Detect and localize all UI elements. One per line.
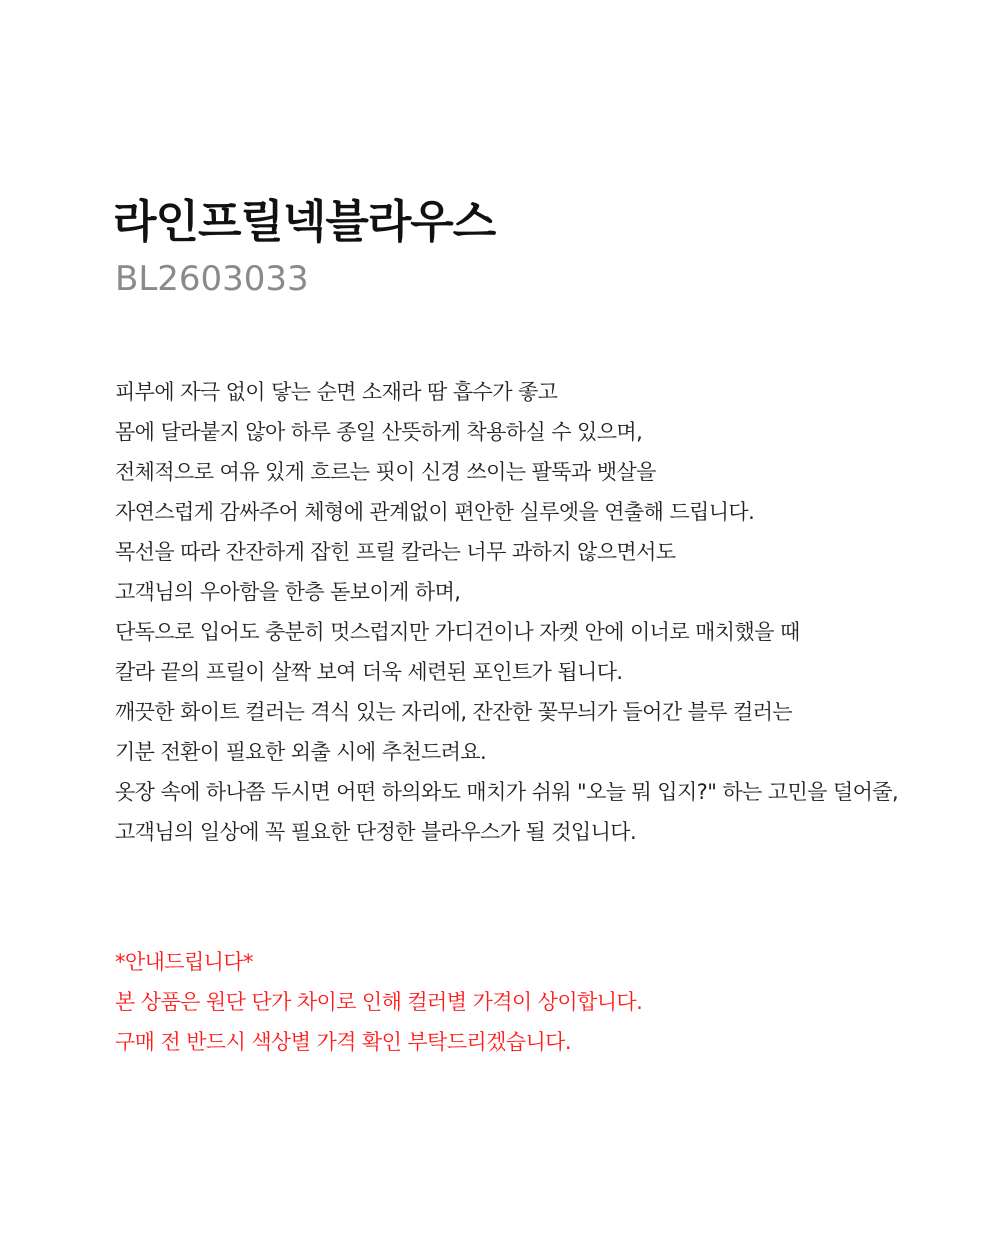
description-line: 고객님의 일상에 꼭 필요한 단정한 블라우스가 될 것입니다. <box>115 820 637 844</box>
description-line: 목선을 따라 잔잔하게 잡힌 프릴 칼라는 너무 과하지 않으면서도 <box>115 540 676 564</box>
description-line: 깨끗한 화이트 컬러는 격식 있는 자리에, 잔잔한 꽃무늬가 들어간 블루 컬러는 <box>115 700 793 724</box>
product-description <box>115 372 995 852</box>
description-line: 기분 전환이 필요한 외출 시에 추천드려요. <box>115 740 487 764</box>
notice-heading: *안내드립니다* <box>115 950 253 974</box>
notice-line: 구매 전 반드시 색상별 가격 확인 부탁드리겠습니다. <box>115 1030 571 1054</box>
description-line: 단독으로 입어도 충분히 멋스럽지만 가디건이나 자켓 안에 이너로 매치했을 때 <box>115 620 800 644</box>
description-line: 자연스럽게 감싸주어 체형에 관계없이 편안한 실루엣을 연출해 드립니다. <box>115 500 755 524</box>
price-notice <box>115 942 975 1062</box>
description-line: 옷장 속에 하나쯤 두시면 어떤 하의와도 매치가 쉬워 "오늘 뭐 입지?" 하는 고민을 덜어줄, <box>115 780 899 804</box>
description-line: 몸에 달라붙지 않아 하루 종일 산뜻하게 착용하실 수 있으며, <box>115 420 643 444</box>
product-code: BL2603033 <box>115 259 309 299</box>
description-line: 고객님의 우아함을 한층 돋보이게 하며, <box>115 580 461 604</box>
description-line: 전체적으로 여유 있게 흐르는 핏이 신경 쓰이는 팔뚝과 뱃살을 <box>115 460 656 484</box>
notice-line: 본 상품은 원단 단가 차이로 인해 컬러별 가격이 상이합니다. <box>115 990 643 1014</box>
product-title: 라인프릴넥블라우스 <box>113 195 496 248</box>
description-line: 피부에 자극 없이 닿는 순면 소재라 땀 흡수가 좋고 <box>115 380 558 404</box>
description-line: 칼라 끝의 프릴이 살짝 보여 더욱 세련된 포인트가 됩니다. <box>115 660 623 684</box>
